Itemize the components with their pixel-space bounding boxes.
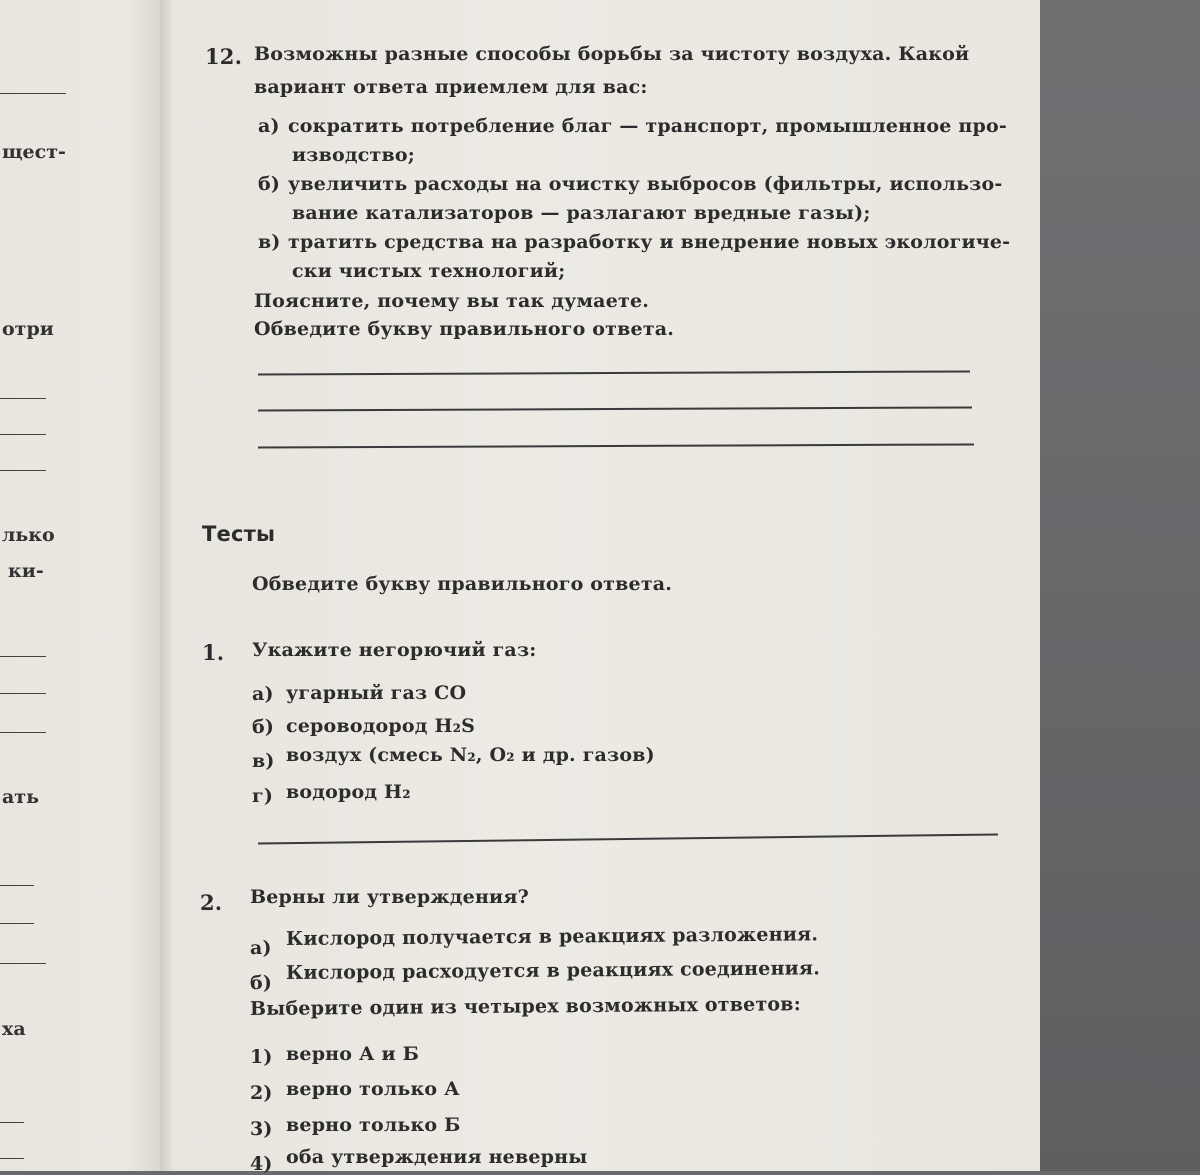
- left-fragment: ки-: [8, 560, 44, 582]
- left-fragment: отри: [2, 318, 54, 340]
- option-letter: б): [252, 716, 275, 738]
- circle-instruction: Обведите букву правильного ответа.: [254, 318, 675, 340]
- fragment-line: [0, 732, 46, 733]
- option-text: сероводород H₂S: [286, 715, 476, 737]
- fragment-line: [0, 923, 34, 924]
- option-text: водород H₂: [286, 781, 411, 803]
- choose-instruction: Выберите один из четырех возможных ответов:: [249, 993, 801, 1020]
- answer-text: верно А и Б: [286, 1043, 420, 1065]
- left-fragment: щест-: [2, 141, 66, 163]
- statement-text: Кислород расходуется в реакциях соединения.: [285, 957, 821, 984]
- question-text: вариант ответа приемлем для вас:: [254, 76, 648, 98]
- question-number: 2.: [200, 890, 223, 915]
- explain-instruction: Поясните, почему вы так думаете.: [254, 290, 650, 312]
- question-text: Возможны разные способы борьбы за чистоту воздуха. Какой: [254, 43, 970, 65]
- question-number: 1.: [202, 640, 225, 665]
- fragment-line: [0, 434, 46, 435]
- option-text: сократить потребление благ — транспорт, промышленное про-: [288, 115, 1007, 137]
- option-text: ски чистых технологий;: [292, 260, 566, 282]
- answer-number: 3): [250, 1118, 273, 1140]
- answer-text: верно только А: [286, 1078, 460, 1100]
- answer-number: 1): [250, 1046, 273, 1068]
- answer-text: верно только Б: [286, 1114, 461, 1136]
- option-letter: б): [258, 173, 281, 195]
- option-letter: в): [252, 750, 275, 772]
- fragment-line: [0, 93, 66, 94]
- option-letter: а): [258, 115, 280, 137]
- question-text: Укажите негорючий газ:: [252, 639, 537, 661]
- option-letter: а): [252, 683, 274, 705]
- option-letter: в): [258, 231, 281, 253]
- statement-text: Кислород получается в реакциях разложения.: [285, 923, 819, 950]
- option-text: изводство;: [292, 144, 415, 166]
- option-letter: г): [252, 785, 274, 807]
- fragment-line: [0, 398, 46, 399]
- fragment-line: [0, 656, 46, 657]
- answer-number: 4): [250, 1153, 273, 1175]
- option-text: вание катализаторов — разлагают вредные газы);: [292, 202, 871, 224]
- left-page: [0, 0, 160, 1171]
- statement-letter: а): [250, 937, 272, 959]
- statement-letter: б): [250, 972, 273, 994]
- option-text: тратить средства на разработку и внедрение новых экологиче-: [288, 231, 1011, 253]
- answer-number: 2): [250, 1082, 273, 1104]
- section-heading: Тесты: [202, 522, 276, 546]
- fragment-line: [0, 693, 46, 694]
- question-number: 12.: [205, 44, 243, 69]
- option-text: увеличить расходы на очистку выбросов (фильтры, использо-: [288, 173, 1003, 195]
- option-text: угарный газ CO: [286, 682, 467, 704]
- question-text: Верны ли утверждения?: [250, 886, 529, 908]
- left-fragment: ать: [2, 786, 39, 808]
- fragment-line: [0, 470, 46, 471]
- tests-instruction: Обведите букву правильного ответа.: [252, 573, 673, 595]
- fragment-line: [0, 1122, 24, 1123]
- background-shadow: [1040, 0, 1200, 1171]
- left-fragment: лько: [2, 524, 55, 546]
- fragment-line: [0, 963, 46, 964]
- answer-text: оба утверждения неверны: [286, 1146, 588, 1168]
- left-fragment: ха: [2, 1018, 26, 1040]
- fragment-line: [0, 885, 34, 886]
- fragment-line: [0, 1158, 24, 1159]
- option-text: воздух (смесь N₂, O₂ и др. газов): [286, 744, 655, 766]
